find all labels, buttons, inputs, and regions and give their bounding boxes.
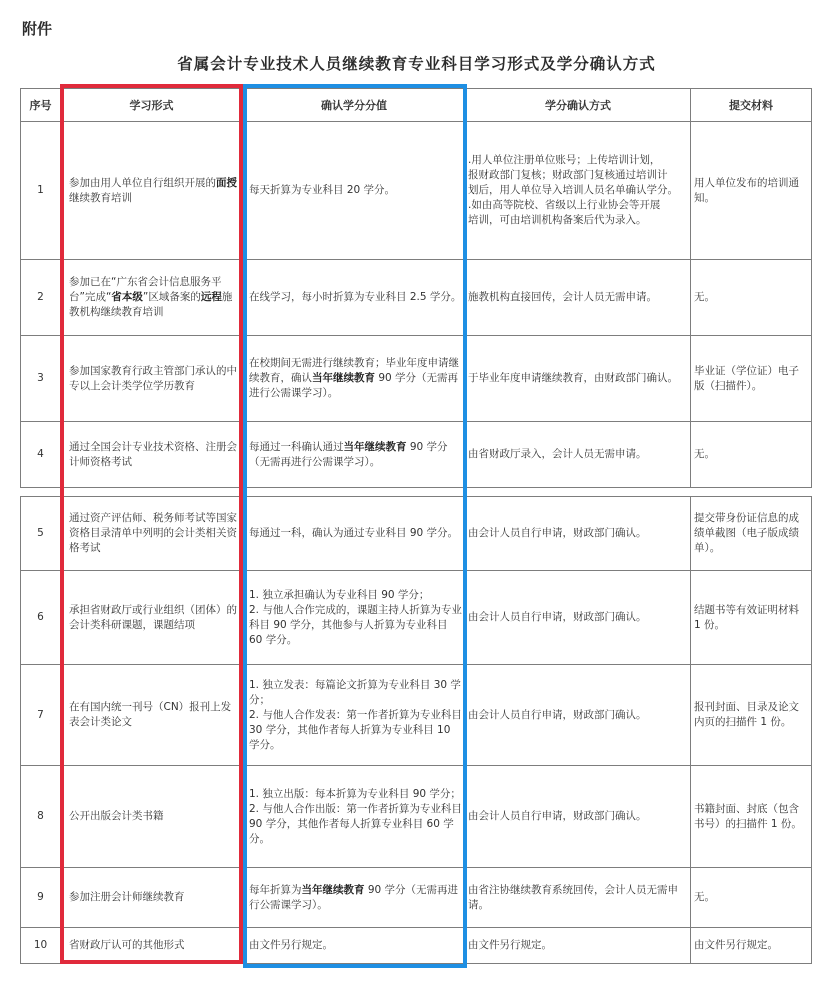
credit-value-cell-text: 每通过一科确认通过当年继续教育 90 学分（无需再进行公需课学习）。 (249, 440, 448, 468)
credit-value-cell-text: 在校期间无需进行继续教育；毕业年度申请继续教育，确认当年继续教育 90 学分（无需再进行公需课学习）。 (249, 357, 459, 399)
table-gap-cell (21, 488, 812, 497)
confirm-method-cell-text: 由会计人员自行申请，财政部门确认。 (468, 527, 647, 539)
row-number: 10 (21, 928, 61, 964)
materials-cell (691, 868, 812, 928)
credit-value-cell (243, 665, 466, 766)
confirm-method-cell-text: .如由高等院校、省级以上行业协会等开展 (468, 199, 661, 211)
table-row (21, 928, 812, 964)
confirm-method-cell (466, 122, 691, 260)
confirm-method-cell-text: 由省注协继续教育系统回传，会计人员无需申请。 (468, 883, 678, 911)
confirm-method-cell (466, 497, 691, 571)
confirm-method-cell (466, 868, 691, 928)
credit-value-cell-text: 每年折算为当年继续教育 90 学分（无需再进行公需课学习）。 (249, 883, 459, 911)
learning-form-cell (61, 422, 243, 488)
row-number: 2 (21, 260, 61, 336)
confirm-method-cell (466, 336, 691, 422)
confirm-method-cell (466, 571, 691, 665)
table-row (21, 336, 812, 422)
confirm-method-cell-text: 由会计人员自行申请，财政部门确认。 (468, 810, 647, 822)
confirm-method-cell-text: 由会计人员自行申请，财政部门确认。 (468, 708, 647, 721)
learning-form-cell (61, 336, 243, 422)
row-number: 9 (21, 868, 61, 928)
materials-cell (691, 422, 812, 488)
materials-cell (691, 122, 812, 260)
credit-value-cell-text: 每天折算为专业科目 20 学分。 (249, 184, 396, 196)
row-number: 1 (21, 122, 61, 260)
table-gap (21, 488, 812, 497)
learning-form-cell-text: 在有国内统一刊号（CN）报刊上发表会计类论文 (69, 701, 232, 728)
credit-value-cell-text: 由文件另行规定。 (249, 939, 333, 951)
confirm-method-cell (466, 766, 691, 868)
credit-value-cell (243, 571, 466, 665)
credit-value-cell (243, 928, 466, 964)
learning-form-cell (61, 497, 243, 571)
materials-cell-text: 报刊封面、目录及论文内页的扫描件 1 份。 (694, 701, 799, 728)
confirm-method-cell (466, 422, 691, 488)
confirm-method-cell-text: 由省财政厅录入，会计人员无需申请。 (468, 448, 647, 460)
table-row (21, 868, 812, 928)
materials-cell-text: 提交带身份证信息的成绩单截图（电子版成绩单）。 (694, 512, 799, 554)
header-confirm-method: 学分确认方式 (466, 89, 691, 122)
header-no: 序号 (21, 89, 61, 122)
table-header-row (21, 89, 812, 122)
learning-form-cell (61, 928, 243, 964)
learning-form-cell (61, 260, 243, 336)
learning-form-cell-text: 通过全国会计专业技术资格、注册会计师资格考试 (69, 440, 237, 468)
learning-form-cell-text: 参加由用人单位自行组织开展的面授继续教育培训 (69, 176, 237, 204)
materials-cell-text: 无。 (694, 291, 715, 303)
confirm-method-cell-text: 施教机构直接回传，会计人员无需申请。 (468, 291, 657, 303)
materials-cell (691, 571, 812, 665)
credit-value-cell-text: 每通过一科，确认为通过专业科目 90 学分。 (249, 527, 459, 539)
row-number: 5 (21, 497, 61, 571)
materials-cell (691, 260, 812, 336)
credit-value-cell (243, 122, 466, 260)
credit-value-cell (243, 497, 466, 571)
credit-value-cell (243, 766, 466, 868)
materials-cell-text: 毕业证（学位证）电子版（扫描件）。 (694, 364, 799, 392)
learning-form-cell-text: 参加已在“广东省会计信息服务平台”完成“省本级”区域备案的远程施教机构继续教育培训 (69, 276, 233, 318)
table-row (21, 422, 812, 488)
materials-cell-text: 无。 (694, 891, 715, 903)
materials-cell (691, 766, 812, 868)
confirm-method-cell-text: 由文件另行规定。 (468, 939, 552, 951)
learning-form-cell (61, 665, 243, 766)
learning-form-cell-text: 参加国家教育行政主管部门承认的中专以上会计类学位学历教育 (69, 364, 237, 392)
confirm-method-cell-text: 培训，可由培训机构备案后代为录入。 (468, 214, 647, 226)
credit-value-cell-text: 2. 与他人合作完成的，课题主持人折算为专业科目 90 学分，其他参与人折算为专业科目 60 学分。 (249, 603, 462, 646)
table-row (21, 665, 812, 766)
learning-form-cell (61, 122, 243, 260)
confirm-method-cell-text: 报财政部门复核；财政部门复核通过培训计 (468, 169, 668, 181)
table-row (21, 766, 812, 868)
credit-value-cell-text: 1. 独立发表：每篇论文折算为专业科目 30 学分； (249, 678, 461, 706)
materials-cell (691, 497, 812, 571)
learning-form-cell (61, 766, 243, 868)
table-row (21, 260, 812, 336)
credit-value-cell (243, 260, 466, 336)
materials-cell (691, 928, 812, 964)
confirm-method-cell (466, 928, 691, 964)
attachment-label: 附件 (22, 20, 53, 38)
learning-form-cell-text: 通过资产评估师、税务师考试等国家资格目录清单中列明的会计类相关资格考试 (69, 512, 237, 554)
materials-cell-text: 无。 (694, 448, 715, 460)
learning-form-cell-text: 省财政厅认可的其他形式 (69, 939, 185, 951)
credit-value-cell-text: 在线学习，每小时折算为专业科目 2.5 学分。 (249, 291, 462, 303)
table-row (21, 497, 812, 571)
materials-cell (691, 665, 812, 766)
learning-form-cell-text: 承担省财政厅或行业组织（团体）的会计类科研课题，课题结项 (69, 603, 237, 631)
table-row (21, 122, 812, 260)
credit-value-cell-text: 2. 与他人合作发表：第一作者折算为专业科目 30 学分，其他作者每人折算为专业科目 10 学分。 (249, 708, 462, 751)
credit-value-cell-text: 2. 与他人合作出版：第一作者折算为专业科目 90 学分，其他作者每人折算专业科目 60 学分。 (249, 802, 462, 845)
credit-value-cell-text: 1. 独立出版：每本折算为专业科目 90 学分； (249, 787, 461, 800)
learning-form-cell-text: 参加注册会计师继续教育 (69, 891, 185, 903)
page-title: 省属会计专业技术人员继续教育专业科目学习形式及学分确认方式 (177, 55, 656, 73)
materials-cell-text: 结题书等有效证明材料 1 份。 (694, 603, 799, 631)
credit-value-cell-text: 1. 独立承担确认为专业科目 90 学分； (249, 588, 430, 601)
materials-cell (691, 336, 812, 422)
row-number: 7 (21, 665, 61, 766)
learning-form-cell-text: 公开出版会计类书籍 (69, 810, 164, 822)
row-number: 4 (21, 422, 61, 488)
header-materials: 提交材料 (691, 89, 812, 122)
header-credit-value: 确认学分分值 (243, 89, 466, 122)
learning-form-cell (61, 868, 243, 928)
materials-cell-text: 由文件另行规定。 (694, 939, 778, 951)
credit-value-cell (243, 868, 466, 928)
confirm-method-cell-text: .用人单位注册单位账号；上传培训计划， (468, 154, 661, 166)
row-number: 8 (21, 766, 61, 868)
confirm-method-cell-text: 由会计人员自行申请，财政部门确认。 (468, 611, 647, 623)
confirm-method-cell-text: 划后，用人单位导入培训人员名单确认学分。 (468, 184, 678, 196)
header-learning-form: 学习形式 (61, 89, 243, 122)
confirm-method-cell (466, 260, 691, 336)
credit-table (20, 88, 812, 964)
confirm-method-cell-text: 于毕业年度申请继续教育，由财政部门确认。 (468, 372, 678, 384)
learning-form-cell (61, 571, 243, 665)
materials-cell-text: 用人单位发布的培训通知。 (694, 176, 799, 204)
row-number: 6 (21, 571, 61, 665)
table-row (21, 571, 812, 665)
confirm-method-cell (466, 665, 691, 766)
credit-value-cell (243, 422, 466, 488)
materials-cell-text: 书籍封面、封底（包含书号）的扫描件 1 份。 (694, 802, 802, 830)
credit-value-cell (243, 336, 466, 422)
row-number: 3 (21, 336, 61, 422)
